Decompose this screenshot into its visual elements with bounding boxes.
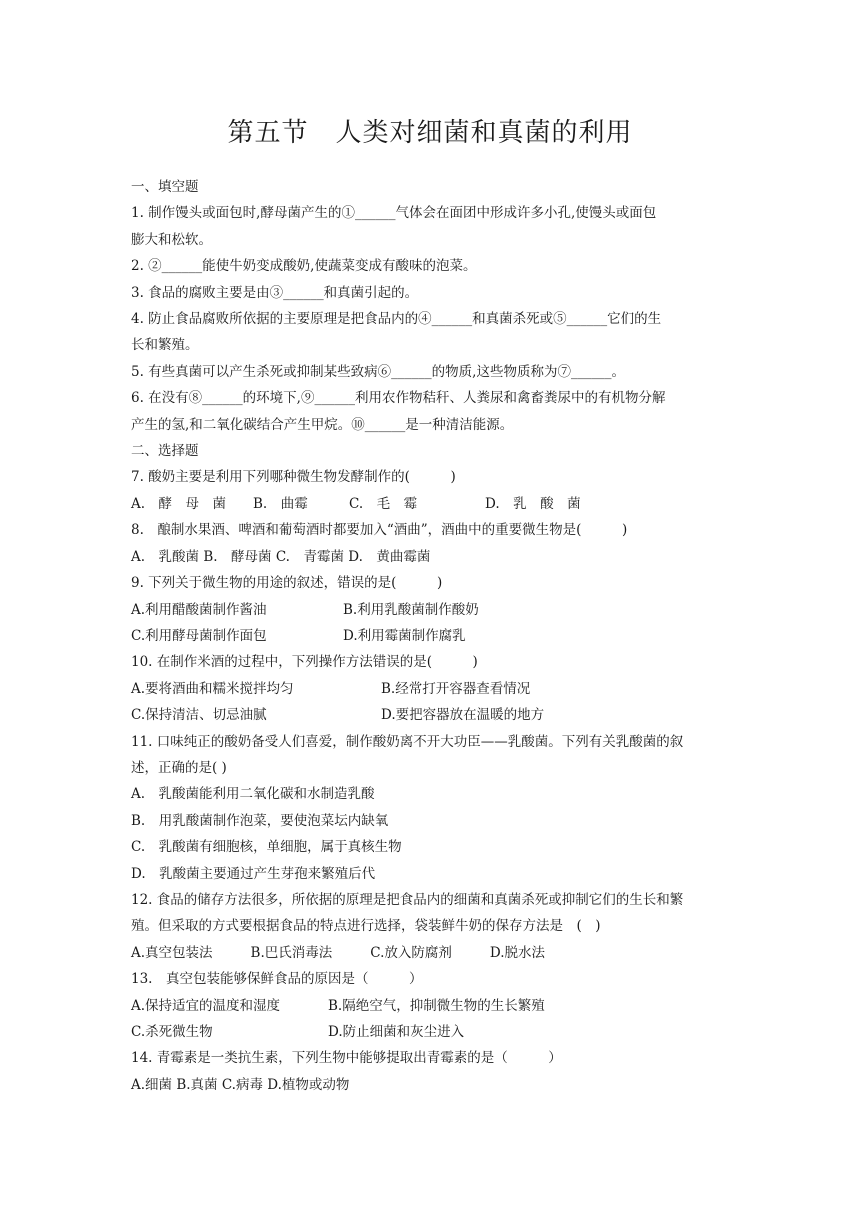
question-3: 3. 食品的腐败主要是由③______和真菌引起的。 <box>131 284 419 301</box>
question-6-line-1: 6. 在没有⑧______的环境下,⑨______利用农作物秸秆、人粪尿和禽畜粪尿中的有机物分解 <box>131 390 666 407</box>
question-6-line-2: 产生的氢,和二氧化碳结合产生甲烷。⑩______是一种清洁能源。 <box>131 416 514 433</box>
question-7-options <box>131 491 731 517</box>
option-b: B.隔绝空气，抑制微生物的生长繁殖 <box>328 997 545 1014</box>
question-14: 14. 青霉素是一类抗生素，下列生物中能够提取出青霉素的是（ ） <box>131 1050 562 1067</box>
option-c: C.保持清洁、切忌油腻 <box>131 707 267 724</box>
question-11-option-c: C. 乳酸菌有细胞核，单细胞，属于真核生物 <box>131 839 402 856</box>
question-8-options: A. 乳酸菌 B. 酵母菌 C. 青霉菌 D. 黄曲霉菌 <box>131 548 431 565</box>
question-12-options <box>131 940 731 966</box>
question-9: 9. 下列关于微生物的用途的叙述，错误的是( ) <box>131 575 443 592</box>
worksheet-content <box>131 174 731 1098</box>
option-c: C.放入防腐剂 <box>370 944 452 961</box>
option-a: A.保持适宜的温度和湿度 <box>131 997 281 1014</box>
question-7: 7. 酸奶主要是利用下列哪种微生物发酵制作的( ) <box>131 469 456 486</box>
question-5: 5. 有些真菌可以产生杀死或抑制某些致病⑥______的物质,这些物质称为⑦______。 <box>131 363 625 380</box>
option-a: A.要将酒曲和糯米搅拌均匀 <box>131 680 294 697</box>
option-c: C. 毛 霉 <box>349 495 418 512</box>
question-1-line-2: 膨大和松软。 <box>131 231 212 248</box>
question-8: 8. 酿制水果酒、啤酒和葡萄酒时都要加入“酒曲”，酒曲中的重要微生物是( ) <box>131 522 628 539</box>
option-a: A. 酵 母 菌 <box>131 495 227 512</box>
question-13: 13. 真空包装能够保鲜食品的原因是（ ） <box>131 971 423 988</box>
question-13-options-row-1 <box>131 993 731 1019</box>
option-d: D.防止细菌和灰尘进入 <box>328 1024 465 1040</box>
option-b: B.利用乳酸菌制作酸奶 <box>343 601 479 618</box>
option-c: C.杀死微生物 <box>131 1024 213 1040</box>
section-heading-fill: 一、填空题 <box>131 179 199 195</box>
question-2: 2. ②______能使牛奶变成酸奶,使蔬菜变成有酸味的泡菜。 <box>131 258 477 275</box>
option-d: D.要把容器放在温暖的地方 <box>381 707 545 724</box>
option-d: D.利用霉菌制作腐乳 <box>343 627 466 644</box>
question-11-option-d: D. 乳酸菌主要通过产生芽孢来繁殖后代 <box>131 865 376 882</box>
question-13-options-row-2 <box>131 1019 731 1045</box>
question-10-options-row-1 <box>131 676 731 702</box>
section-heading-choice: 二、选择题 <box>131 443 199 460</box>
question-12-line-2: 殖。但采取的方式要根据食品的特点进行选择，袋装鲜牛奶的保存方法是 ( ) <box>131 918 601 935</box>
question-9-options-row-1 <box>131 597 731 623</box>
option-b: B.经常打开容器查看情况 <box>381 680 531 697</box>
question-10-options-row-2 <box>131 702 731 728</box>
question-12-line-1: 12. 食品的储存方法很多，所依据的原理是把食品内的细菌和真菌杀死或抑制它们的生长和繁 <box>131 891 684 908</box>
page-title: 第五节 人类对细菌和真菌的利用 <box>227 118 633 148</box>
question-4-line-2: 长和繁殖。 <box>131 337 199 354</box>
question-10: 10. 在制作米酒的过程中，下列操作方法错误的是( ) <box>131 654 478 671</box>
option-a: A.利用醋酸菌制作酱油 <box>131 601 267 618</box>
question-1-line-1: 1. 制作馒头或面包时,酵母菌产生的①______气体会在面团中形成许多小孔,使馒头或面包 <box>131 205 657 222</box>
option-c: C.利用酵母菌制作面包 <box>131 627 267 644</box>
question-9-options-row-2 <box>131 623 731 649</box>
question-11-line-1: 11. 口味纯正的酸奶备受人们喜爱，制作酸奶离不开大功臣——乳酸菌。下列有关乳酸菌的叙 <box>131 733 684 750</box>
question-11-option-b: B. 用乳酸菌制作泡菜，要使泡菜坛内缺氧 <box>131 812 389 829</box>
option-b: B.巴氏消毒法 <box>250 944 333 961</box>
question-11-line-2: 述，正确的是( ) <box>131 759 227 776</box>
option-d: D.脱水法 <box>489 944 546 961</box>
option-b: B. 曲霉 <box>253 495 308 512</box>
option-d: D. 乳 酸 菌 <box>485 495 581 512</box>
question-11-option-a: A. 乳酸菌能利用二氧化碳和水制造乳酸 <box>131 786 375 803</box>
question-4-line-1: 4. 防止食品腐败所依据的主要原理是把食品内的④______和真菌杀死或⑤______它们的生 <box>131 311 662 328</box>
question-14-options: A.细菌 B.真菌 C.病毒 D.植物或动物 <box>131 1076 350 1093</box>
option-a: A.真空包装法 <box>131 944 213 961</box>
